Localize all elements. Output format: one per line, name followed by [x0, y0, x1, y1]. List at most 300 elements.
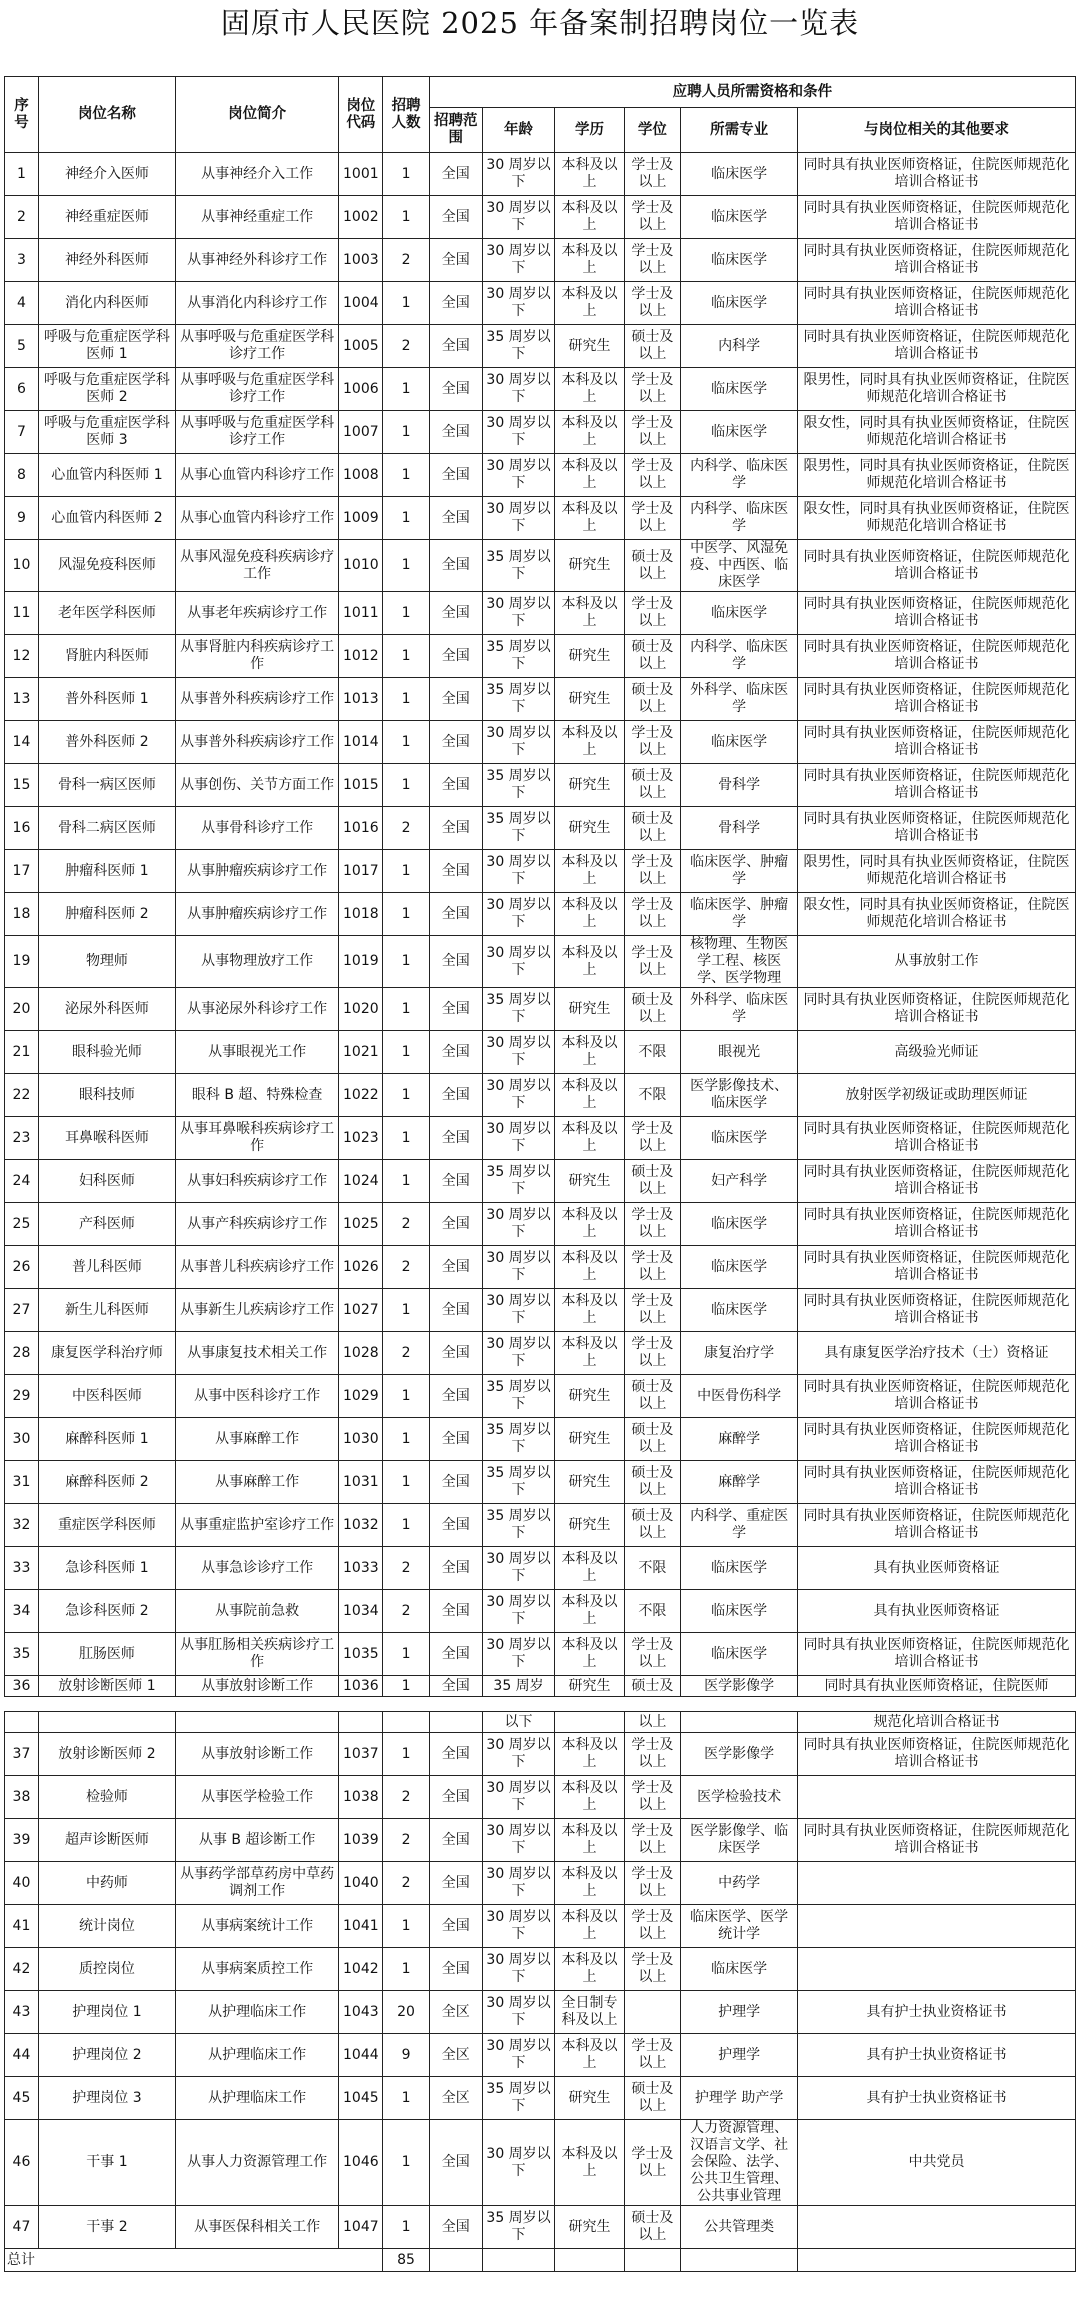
table-row — [5, 807, 1076, 850]
cell-hire-count: 1 — [383, 1948, 430, 1991]
cell-degree: 硕士及以上 — [624, 635, 681, 678]
cell-position-name: 呼吸与危重症医学科医师 2 — [38, 368, 175, 411]
cell-scope: 全国 — [429, 1375, 482, 1418]
cell-age: 35 周岁以下 — [482, 540, 555, 592]
cell-hire-count — [383, 1712, 430, 1733]
cell-education: 本科及以上 — [555, 893, 624, 936]
cell-scope: 全国 — [429, 1160, 482, 1203]
total-count: 85 — [383, 2249, 430, 2272]
cell-seq: 39 — [5, 1819, 39, 1862]
cell-major — [681, 1712, 798, 1733]
cell-education: 本科及以上 — [555, 1332, 624, 1375]
cell-position-intro: 从事妇科疾病诊疗工作 — [175, 1160, 338, 1203]
cell-seq: 15 — [5, 764, 39, 807]
cell-hire-count: 1 — [383, 2206, 430, 2249]
cell-seq: 42 — [5, 1948, 39, 1991]
table-row — [5, 368, 1076, 411]
table-row — [5, 721, 1076, 764]
cell-major: 骨科学 — [681, 807, 798, 850]
cell-scope: 全国 — [429, 368, 482, 411]
cell-position-code: 1039 — [339, 1819, 383, 1862]
cell-scope: 全国 — [429, 540, 482, 592]
cell-position-name: 呼吸与危重症医学科医师 3 — [38, 411, 175, 454]
cell-seq: 11 — [5, 592, 39, 635]
cell-degree: 以上 — [624, 1712, 681, 1733]
cell-hire-count: 1 — [383, 2077, 430, 2120]
cell-other-requirements: 同时具有执业医师资格证，住院医师规范化培训合格证书 — [798, 239, 1076, 282]
table-row — [5, 325, 1076, 368]
cell-hire-count: 1 — [383, 988, 430, 1031]
cell-position-code: 1037 — [339, 1733, 383, 1776]
cell-other-requirements: 同时具有执业医师资格证，住院医师规范化培训合格证书 — [798, 1461, 1076, 1504]
cell-position-code: 1011 — [339, 592, 383, 635]
cell-other-requirements: 同时具有执业医师资格证，住院医师规范化培训合格证书 — [798, 325, 1076, 368]
cell-position-code: 1010 — [339, 540, 383, 592]
cell-position-code: 1003 — [339, 239, 383, 282]
cell-position-name: 麻醉科医师 1 — [38, 1418, 175, 1461]
cell-hire-count: 1 — [383, 196, 430, 239]
cell-degree: 硕士及以上 — [624, 1504, 681, 1547]
cell-scope: 全区 — [429, 2077, 482, 2120]
cell-major: 妇产科学 — [681, 1160, 798, 1203]
cell-seq: 21 — [5, 1031, 39, 1074]
header-seq: 序号 — [5, 77, 39, 153]
cell-major: 医学影像学 — [681, 1733, 798, 1776]
cell-position-intro: 从事肿瘤疾病诊疗工作 — [175, 893, 338, 936]
cell-position-intro: 从事康复技术相关工作 — [175, 1332, 338, 1375]
cell-other-requirements: 同时具有执业医师资格证，住院医师规范化培训合格证书 — [798, 721, 1076, 764]
cell-position-name: 质控岗位 — [38, 1948, 175, 1991]
cell-other-requirements: 同时具有执业医师资格证，住院医师规范化培训合格证书 — [798, 540, 1076, 592]
cell-position-intro: 从事病案统计工作 — [175, 1905, 338, 1948]
cell-position-code: 1024 — [339, 1160, 383, 1203]
cell-position-name: 护理岗位 3 — [38, 2077, 175, 2120]
cell-scope: 全国 — [429, 153, 482, 196]
cell-hire-count: 2 — [383, 807, 430, 850]
cell-position-intro: 从事物理放疗工作 — [175, 936, 338, 988]
cell-scope: 全国 — [429, 1246, 482, 1289]
cell-seq: 19 — [5, 936, 39, 988]
cell-other-requirements: 同时具有执业医师资格证，住院医师规范化培训合格证书 — [798, 1289, 1076, 1332]
cell-seq: 34 — [5, 1590, 39, 1633]
page-break — [5, 1697, 1076, 1712]
cell-position-code: 1034 — [339, 1590, 383, 1633]
cell-scope: 全国 — [429, 325, 482, 368]
cell-position-code: 1036 — [339, 1676, 383, 1697]
cell-degree: 学士及以上 — [624, 1776, 681, 1819]
cell-hire-count: 1 — [383, 1117, 430, 1160]
cell-major: 医学影像学 — [681, 1676, 798, 1697]
cell-other-requirements: 同时具有执业医师资格证，住院医师规范化培训合格证书 — [798, 807, 1076, 850]
cell-seq: 26 — [5, 1246, 39, 1289]
cell-major: 医学影像技术、临床医学 — [681, 1074, 798, 1117]
cell-position-name: 统计岗位 — [38, 1905, 175, 1948]
cell-position-intro: 从事院前急救 — [175, 1590, 338, 1633]
cell-other-requirements: 限女性，同时具有执业医师资格证，住院医师规范化培训合格证书 — [798, 893, 1076, 936]
cell-position-name: 康复医学科治疗师 — [38, 1332, 175, 1375]
cell-age: 30 周岁以下 — [482, 1547, 555, 1590]
cell-seq: 12 — [5, 635, 39, 678]
cell-position-intro: 从事肿瘤疾病诊疗工作 — [175, 850, 338, 893]
cell-position-name: 妇科医师 — [38, 1160, 175, 1203]
cell-position-intro: 从事中医科诊疗工作 — [175, 1375, 338, 1418]
cell-position-intro: 从事麻醉工作 — [175, 1418, 338, 1461]
cell-hire-count: 2 — [383, 1819, 430, 1862]
cell-hire-count: 20 — [383, 1991, 430, 2034]
cell-scope: 全国 — [429, 1905, 482, 1948]
cell-seq: 25 — [5, 1203, 39, 1246]
cell-scope: 全国 — [429, 1862, 482, 1905]
header-scope: 招聘范围 — [429, 108, 482, 153]
cell-seq: 36 — [5, 1676, 39, 1697]
cell-major: 临床医学 — [681, 411, 798, 454]
cell-degree — [624, 1991, 681, 2034]
cell-seq: 9 — [5, 497, 39, 540]
cell-education: 本科及以上 — [555, 1289, 624, 1332]
cell-age: 30 周岁以下 — [482, 1819, 555, 1862]
cell-major: 临床医学 — [681, 1547, 798, 1590]
header-degree: 学位 — [624, 108, 681, 153]
table-row — [5, 635, 1076, 678]
cell-position-name: 神经介入医师 — [38, 153, 175, 196]
cell-position-name: 普外科医师 2 — [38, 721, 175, 764]
cell-position-code: 1027 — [339, 1289, 383, 1332]
cell-seq: 27 — [5, 1289, 39, 1332]
cell-hire-count: 2 — [383, 1776, 430, 1819]
cell-degree: 硕士及以上 — [624, 764, 681, 807]
cell-position-intro: 从事重症监护室诊疗工作 — [175, 1504, 338, 1547]
cell-position-name: 放射诊断医师 2 — [38, 1733, 175, 1776]
cell-position-name: 骨科二病区医师 — [38, 807, 175, 850]
cell-position-intro: 从事 B 超诊断工作 — [175, 1819, 338, 1862]
cell-hire-count: 1 — [383, 635, 430, 678]
cell-age: 35 周岁以下 — [482, 1160, 555, 1203]
cell-degree: 硕士及以上 — [624, 540, 681, 592]
cell-degree: 硕士及 — [624, 1676, 681, 1697]
cell-position-intro: 从事普外科疾病诊疗工作 — [175, 721, 338, 764]
cell-other-requirements: 同时具有执业医师资格证，住院医师规范化培训合格证书 — [798, 1819, 1076, 1862]
cell-degree: 硕士及以上 — [624, 2077, 681, 2120]
cell-hire-count: 1 — [383, 1504, 430, 1547]
cell-degree: 学士及以上 — [624, 1289, 681, 1332]
cell-seq — [5, 1712, 39, 1733]
cell-position-code: 1028 — [339, 1332, 383, 1375]
cell-major: 临床医学、肿瘤学 — [681, 850, 798, 893]
cell-education: 本科及以上 — [555, 239, 624, 282]
cell-position-intro: 从事医学检验工作 — [175, 1776, 338, 1819]
cell-seq: 29 — [5, 1375, 39, 1418]
cell-scope: 全国 — [429, 635, 482, 678]
cell-major: 临床医学、肿瘤学 — [681, 893, 798, 936]
cell-seq: 31 — [5, 1461, 39, 1504]
cell-position-intro: 眼科 B 超、特殊检查 — [175, 1074, 338, 1117]
header-code: 岗位代码 — [339, 77, 383, 153]
cell-other-requirements: 限女性，同时具有执业医师资格证，住院医师规范化培训合格证书 — [798, 411, 1076, 454]
cell-age: 30 周岁以下 — [482, 721, 555, 764]
header-major: 所需专业 — [681, 108, 798, 153]
cell-major: 临床医学 — [681, 592, 798, 635]
cell-position-code: 1006 — [339, 368, 383, 411]
cell-position-code: 1047 — [339, 2206, 383, 2249]
cell-age: 30 周岁以下 — [482, 1074, 555, 1117]
header-count: 招聘人数 — [383, 77, 430, 153]
cell-hire-count: 1 — [383, 282, 430, 325]
table-row — [5, 1712, 1076, 1733]
cell-education: 研究生 — [555, 1461, 624, 1504]
cell-age: 30 周岁以下 — [482, 282, 555, 325]
cell-education: 本科及以上 — [555, 1733, 624, 1776]
cell-degree: 不限 — [624, 1074, 681, 1117]
cell-scope: 全国 — [429, 239, 482, 282]
cell-age: 30 周岁以下 — [482, 454, 555, 497]
cell-hire-count: 1 — [383, 368, 430, 411]
cell-hire-count: 2 — [383, 1246, 430, 1289]
cell-education: 本科及以上 — [555, 592, 624, 635]
cell-scope: 全国 — [429, 1590, 482, 1633]
cell-position-intro: 从事麻醉工作 — [175, 1461, 338, 1504]
cell-degree: 学士及以上 — [624, 2120, 681, 2206]
cell-scope: 全国 — [429, 497, 482, 540]
cell-position-code: 1038 — [339, 1776, 383, 1819]
cell-major: 内科学、重症医学 — [681, 1504, 798, 1547]
page-title: 固原市人民医院 2025 年备案制招聘岗位一览表 — [220, 6, 860, 40]
cell-hire-count: 1 — [383, 2120, 430, 2206]
cell-position-code: 1021 — [339, 1031, 383, 1074]
table-row — [5, 2034, 1076, 2077]
cell-other-requirements: 同时具有执业医师资格证，住院医师规范化培训合格证书 — [798, 764, 1076, 807]
cell-age: 30 周岁以下 — [482, 497, 555, 540]
cell-scope: 全国 — [429, 1031, 482, 1074]
cell-age: 30 周岁以下 — [482, 893, 555, 936]
cell-major: 临床医学 — [681, 1117, 798, 1160]
cell-age: 30 周岁以下 — [482, 1117, 555, 1160]
cell-other-requirements — [798, 2206, 1076, 2249]
cell-age: 30 周岁以下 — [482, 2120, 555, 2206]
cell-education: 研究生 — [555, 325, 624, 368]
cell-hire-count: 2 — [383, 325, 430, 368]
cell-position-intro: 从事老年疾病诊疗工作 — [175, 592, 338, 635]
table-row — [5, 1633, 1076, 1676]
table-row — [5, 1676, 1076, 1697]
cell-position-name: 风湿免疫科医师 — [38, 540, 175, 592]
cell-education: 本科及以上 — [555, 1031, 624, 1074]
cell-position-intro: 从事放射诊断工作 — [175, 1676, 338, 1697]
cell-hire-count: 1 — [383, 1676, 430, 1697]
cell-scope: 全国 — [429, 721, 482, 764]
cell-age: 30 周岁以下 — [482, 1203, 555, 1246]
cell-age: 35 周岁以下 — [482, 2077, 555, 2120]
cell-age: 35 周岁以下 — [482, 1418, 555, 1461]
cell-other-requirements — [798, 1862, 1076, 1905]
cell-seq: 37 — [5, 1733, 39, 1776]
cell-hire-count: 1 — [383, 893, 430, 936]
cell-other-requirements: 同时具有执业医师资格证，住院医师规范化培训合格证书 — [798, 1418, 1076, 1461]
cell-other-requirements: 同时具有执业医师资格证，住院医师规范化培训合格证书 — [798, 1246, 1076, 1289]
cell-seq: 18 — [5, 893, 39, 936]
cell-scope: 全国 — [429, 1289, 482, 1332]
cell-seq: 7 — [5, 411, 39, 454]
header-other: 与岗位相关的其他要求 — [798, 108, 1076, 153]
cell-degree: 学士及以上 — [624, 282, 681, 325]
cell-major: 康复治疗学 — [681, 1332, 798, 1375]
cell-other-requirements: 限男性，同时具有执业医师资格证，住院医师规范化培训合格证书 — [798, 454, 1076, 497]
cell-position-intro: 从事风湿免疫科疾病诊疗工作 — [175, 540, 338, 592]
cell-position-name: 护理岗位 2 — [38, 2034, 175, 2077]
cell-scope: 全国 — [429, 454, 482, 497]
cell-education: 研究生 — [555, 1504, 624, 1547]
cell-other-requirements — [798, 1948, 1076, 1991]
cell-age: 30 周岁以下 — [482, 1633, 555, 1676]
cell-hire-count: 2 — [383, 1332, 430, 1375]
cell-scope: 全国 — [429, 1676, 482, 1697]
cell-scope: 全国 — [429, 1461, 482, 1504]
cell-other-requirements: 同时具有执业医师资格证，住院医师规范化培训合格证书 — [798, 196, 1076, 239]
table-row — [5, 764, 1076, 807]
cell-position-code: 1014 — [339, 721, 383, 764]
cell-position-code: 1022 — [339, 1074, 383, 1117]
cell-education: 研究生 — [555, 1375, 624, 1418]
cell-education: 本科及以上 — [555, 2120, 624, 2206]
table-row — [5, 1461, 1076, 1504]
cell-position-name: 眼科验光师 — [38, 1031, 175, 1074]
cell-age: 30 周岁以下 — [482, 592, 555, 635]
cell-degree: 硕士及以上 — [624, 678, 681, 721]
cell-age: 35 周岁以下 — [482, 2206, 555, 2249]
cell-education: 本科及以上 — [555, 282, 624, 325]
table-row — [5, 1074, 1076, 1117]
cell-major: 临床医学 — [681, 1948, 798, 1991]
cell-hire-count: 1 — [383, 764, 430, 807]
table-row — [5, 1590, 1076, 1633]
cell-education: 本科及以上 — [555, 1776, 624, 1819]
cell-position-code: 1030 — [339, 1418, 383, 1461]
table-row — [5, 1819, 1076, 1862]
cell-major: 护理学 — [681, 2034, 798, 2077]
cell-age: 35 周岁以下 — [482, 1375, 555, 1418]
cell-position-code: 1018 — [339, 893, 383, 936]
cell-degree: 学士及以上 — [624, 454, 681, 497]
cell-position-name: 急诊科医师 1 — [38, 1547, 175, 1590]
cell-hire-count: 1 — [383, 721, 430, 764]
table-row — [5, 1031, 1076, 1074]
cell-seq: 10 — [5, 540, 39, 592]
cell-age: 35 周岁以下 — [482, 635, 555, 678]
cell-position-code: 1017 — [339, 850, 383, 893]
cell-age: 30 周岁以下 — [482, 1289, 555, 1332]
cell-degree: 硕士及以上 — [624, 2206, 681, 2249]
cell-education: 本科及以上 — [555, 1948, 624, 1991]
cell-scope: 全国 — [429, 850, 482, 893]
cell-degree: 硕士及以上 — [624, 1461, 681, 1504]
cell-other-requirements: 同时具有执业医师资格证，住院医师规范化培训合格证书 — [798, 1733, 1076, 1776]
cell-education: 研究生 — [555, 540, 624, 592]
cell-position-name: 放射诊断医师 1 — [38, 1676, 175, 1697]
cell-other-requirements: 限女性，同时具有执业医师资格证，住院医师规范化培训合格证书 — [798, 497, 1076, 540]
table-row — [5, 1117, 1076, 1160]
cell-major: 外科学、临床医学 — [681, 988, 798, 1031]
cell-position-code: 1009 — [339, 497, 383, 540]
table-row — [5, 497, 1076, 540]
cell-position-code: 1041 — [339, 1905, 383, 1948]
cell-age: 35 周岁 — [482, 1676, 555, 1697]
cell-education: 研究生 — [555, 807, 624, 850]
cell-hire-count: 1 — [383, 1074, 430, 1117]
cell-major: 临床医学 — [681, 1246, 798, 1289]
cell-position-name: 耳鼻喉科医师 — [38, 1117, 175, 1160]
table-row — [5, 540, 1076, 592]
cell-position-name: 护理岗位 1 — [38, 1991, 175, 2034]
cell-major: 中医学、风湿免疫、中西医、临床医学 — [681, 540, 798, 592]
cell-position-name: 中药师 — [38, 1862, 175, 1905]
cell-scope: 全国 — [429, 1819, 482, 1862]
cell-hire-count: 1 — [383, 153, 430, 196]
cell-position-name: 麻醉科医师 2 — [38, 1461, 175, 1504]
cell-major: 医学影像学、临床医学 — [681, 1819, 798, 1862]
cell-age: 以下 — [482, 1712, 555, 1733]
cell-degree: 学士及以上 — [624, 1332, 681, 1375]
cell-degree: 学士及以上 — [624, 1819, 681, 1862]
cell-position-intro: 从事普儿科疾病诊疗工作 — [175, 1246, 338, 1289]
cell-degree: 学士及以上 — [624, 2034, 681, 2077]
cell-position-code: 1040 — [339, 1862, 383, 1905]
cell-scope: 全国 — [429, 1074, 482, 1117]
table-row — [5, 1948, 1076, 1991]
cell-degree: 学士及以上 — [624, 1948, 681, 1991]
cell-scope: 全国 — [429, 1117, 482, 1160]
cell-major: 骨科学 — [681, 764, 798, 807]
cell-position-name: 普儿科医师 — [38, 1246, 175, 1289]
cell-seq: 23 — [5, 1117, 39, 1160]
table-row — [5, 592, 1076, 635]
cell-scope: 全国 — [429, 807, 482, 850]
cell-degree: 学士及以上 — [624, 1633, 681, 1676]
cell-position-code: 1025 — [339, 1203, 383, 1246]
cell-degree: 硕士及以上 — [624, 1375, 681, 1418]
cell-position-intro: 从事消化内科诊疗工作 — [175, 282, 338, 325]
cell-major: 临床医学 — [681, 153, 798, 196]
cell-hire-count: 1 — [383, 678, 430, 721]
cell-scope: 全国 — [429, 936, 482, 988]
cell-seq: 38 — [5, 1776, 39, 1819]
header-age: 年龄 — [482, 108, 555, 153]
cell-age: 35 周岁以下 — [482, 1461, 555, 1504]
cell-seq: 40 — [5, 1862, 39, 1905]
cell-position-intro: 从事新生儿疾病诊疗工作 — [175, 1289, 338, 1332]
table-row — [5, 239, 1076, 282]
cell-age: 35 周岁以下 — [482, 764, 555, 807]
table-row — [5, 411, 1076, 454]
total-label: 总计 — [5, 2249, 383, 2272]
cell-degree: 学士及以上 — [624, 1862, 681, 1905]
cell-other-requirements: 同时具有执业医师资格证，住院医师规范化培训合格证书 — [798, 988, 1076, 1031]
cell-education: 本科及以上 — [555, 1246, 624, 1289]
cell-position-name: 检验师 — [38, 1776, 175, 1819]
cell-degree: 学士及以上 — [624, 1117, 681, 1160]
cell-hire-count: 1 — [383, 1031, 430, 1074]
cell-position-code — [339, 1712, 383, 1733]
cell-major: 临床医学 — [681, 1203, 798, 1246]
cell-age: 30 周岁以下 — [482, 850, 555, 893]
cell-seq: 20 — [5, 988, 39, 1031]
cell-position-intro: 从事呼吸与危重症医学科诊疗工作 — [175, 325, 338, 368]
cell-position-code: 1031 — [339, 1461, 383, 1504]
cell-position-name: 神经外科医师 — [38, 239, 175, 282]
cell-other-requirements: 具有护士执业资格证书 — [798, 2034, 1076, 2077]
cell-position-code: 1016 — [339, 807, 383, 850]
cell-position-code: 1033 — [339, 1547, 383, 1590]
cell-age: 35 周岁以下 — [482, 988, 555, 1031]
cell-position-code: 1042 — [339, 1948, 383, 1991]
